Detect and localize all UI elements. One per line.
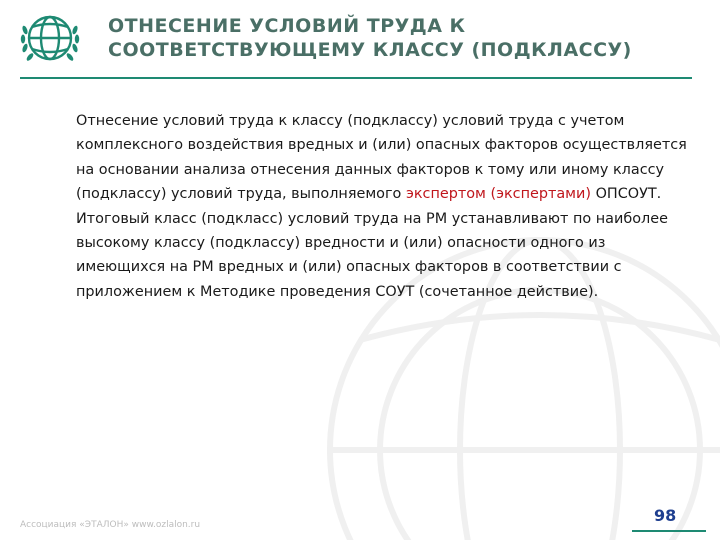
highlighted-experts: экспертом (экспертами) xyxy=(405,186,591,203)
page-number: 98 xyxy=(654,506,677,525)
title-divider xyxy=(20,77,692,79)
paragraph-1 xyxy=(76,109,688,207)
footer-association: Ассоциация «ЭТАЛОН» www.ozlalon.ru xyxy=(20,520,201,530)
slide-title xyxy=(108,14,708,62)
paragraph-1-text: Отнесение условий труда к классу (подклассу) условий труда с учетом комплексного воздействия вредных и (или) опасных факторов осуществляется на основании анализа отнесения данных факторов к тому или иному классу (подклассу) условий труда, выполняемого xyxy=(76,113,687,203)
paragraph-2: Итоговый класс (подкласс) условий труда на РМ устанавливают по наиболее высокому классу (подклассу) вредности и (или) опасности одного из имеющихся на РМ вредных и (или) опасных факторов в соответствии с приложением к Методике проведения СОУТ (сочетанное действие). xyxy=(76,210,668,300)
title-line-1: ОТНЕСЕНИЕ УСЛОВИЙ ТРУДА К xyxy=(108,15,466,37)
body-text xyxy=(76,109,688,304)
paragraph-1-end: ОПСОУТ. xyxy=(591,186,662,203)
title-line-2: СООТВЕТСТВУЮЩЕМУ КЛАССУ (ПОДКЛАССУ) xyxy=(108,39,632,61)
footer-divider xyxy=(632,530,706,532)
globe-laurel-logo-icon xyxy=(18,6,82,70)
